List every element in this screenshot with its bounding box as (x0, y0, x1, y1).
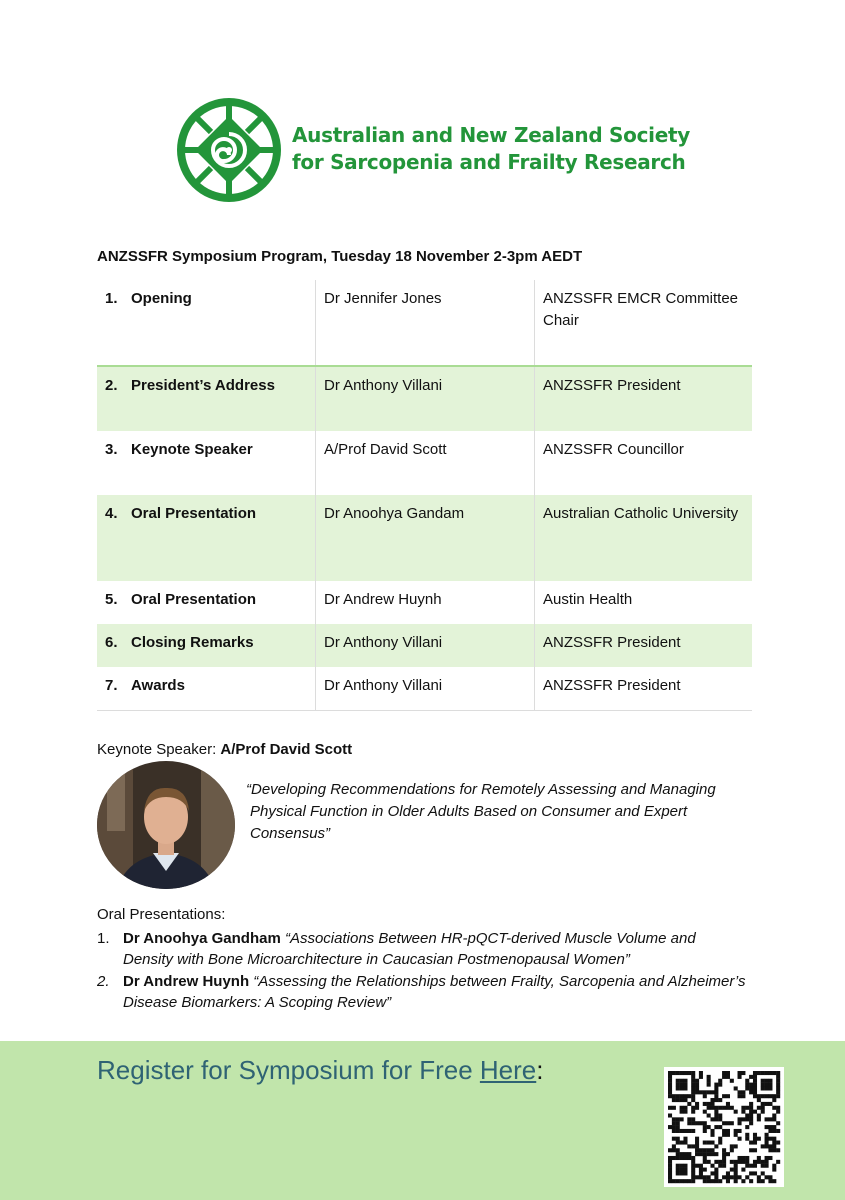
presenter-name: Dr Andrew Huynh (123, 973, 250, 990)
keynote-name: A/Prof David Scott (220, 741, 353, 758)
oral-presentations-heading: Oral Presentations: (97, 906, 226, 923)
list-item-number: 2. (97, 973, 110, 990)
list-item (97, 971, 747, 1013)
row-speaker: A/Prof David Scott (316, 431, 535, 495)
presentation-title: “Associations Between HR-pQCT-derived Muscle Volume and Density with Bone Microarchitecture in Caucasian Postmenopausal Women” (123, 930, 696, 968)
registration-qr-code[interactable] (664, 1067, 784, 1187)
schedule-row (97, 624, 752, 667)
organization-name (292, 122, 690, 176)
keynote-speaker-line (97, 741, 352, 758)
keynote-label: Keynote Speaker: (97, 741, 221, 758)
row-number: 3. (105, 441, 118, 458)
row-speaker: Dr Anthony Villani (316, 366, 535, 431)
row-number: 7. (105, 677, 118, 694)
row-role: ANZSSFR President (535, 624, 753, 667)
anzssfr-logo (175, 96, 283, 204)
schedule-row (97, 581, 752, 624)
register-colon: : (536, 1055, 544, 1085)
row-number: 6. (105, 634, 118, 651)
organization-name-line1: Australian and New Zealand Society (292, 123, 690, 147)
row-item: Keynote Speaker (131, 441, 253, 458)
oral-presentations-list (97, 928, 747, 1014)
register-heading (97, 1055, 543, 1086)
schedule-row (97, 280, 752, 366)
schedule-row (97, 667, 752, 711)
speaker-portrait-image (97, 761, 235, 889)
row-speaker: Dr Andrew Huynh (316, 581, 535, 624)
row-speaker: Dr Anoohya Gandam (316, 495, 535, 581)
row-item: Closing Remarks (131, 634, 254, 651)
schedule-row (97, 431, 752, 495)
row-number: 2. (105, 377, 118, 394)
row-item: Awards (131, 677, 185, 694)
row-number: 5. (105, 591, 118, 608)
row-item: Oral Presentation (131, 505, 257, 522)
organization-name-line2: for Sarcopenia and Frailty Research (292, 150, 686, 174)
row-role: ANZSSFR EMCR Committee Chair (535, 280, 753, 366)
register-text: Register for Symposium for Free (97, 1055, 480, 1085)
row-number: 1. (105, 290, 118, 307)
schedule-row (97, 366, 752, 431)
register-link[interactable]: Here (479, 1055, 537, 1085)
presentation-title: “Assessing the Relationships between Frailty, Sarcopenia and Alzheimer’s Disease Biomarkers: A Scoping Review” (123, 973, 746, 1011)
keynote-speaker-photo (97, 761, 235, 889)
row-role: ANZSSFR Councillor (535, 431, 753, 495)
schedule-table (97, 280, 752, 711)
row-speaker: Dr Anthony Villani (316, 624, 535, 667)
presenter-name: Dr Anoohya Gandham (123, 930, 281, 947)
row-item: President’s Address (131, 377, 275, 394)
row-role: ANZSSFR President (535, 667, 753, 711)
row-role: Australian Catholic University (535, 495, 753, 581)
program-title: ANZSSFR Symposium Program, Tuesday 18 November 2-3pm AEDT (97, 248, 583, 265)
row-item: Opening (131, 290, 192, 307)
row-speaker: Dr Anthony Villani (316, 667, 535, 711)
row-number: 4. (105, 505, 118, 522)
schedule-row (97, 495, 752, 581)
list-item (97, 928, 747, 970)
row-role: Austin Health (535, 581, 753, 624)
row-role: ANZSSFR President (535, 366, 753, 431)
row-speaker: Dr Jennifer Jones (316, 280, 535, 366)
list-item-number: 1. (97, 930, 110, 947)
keynote-talk-title: “Developing Recommendations for Remotely Assessing and Managing Physical Function in Older Adults Based on Consumer and Expert Consensus” (246, 781, 716, 842)
row-item: Oral Presentation (131, 591, 257, 608)
